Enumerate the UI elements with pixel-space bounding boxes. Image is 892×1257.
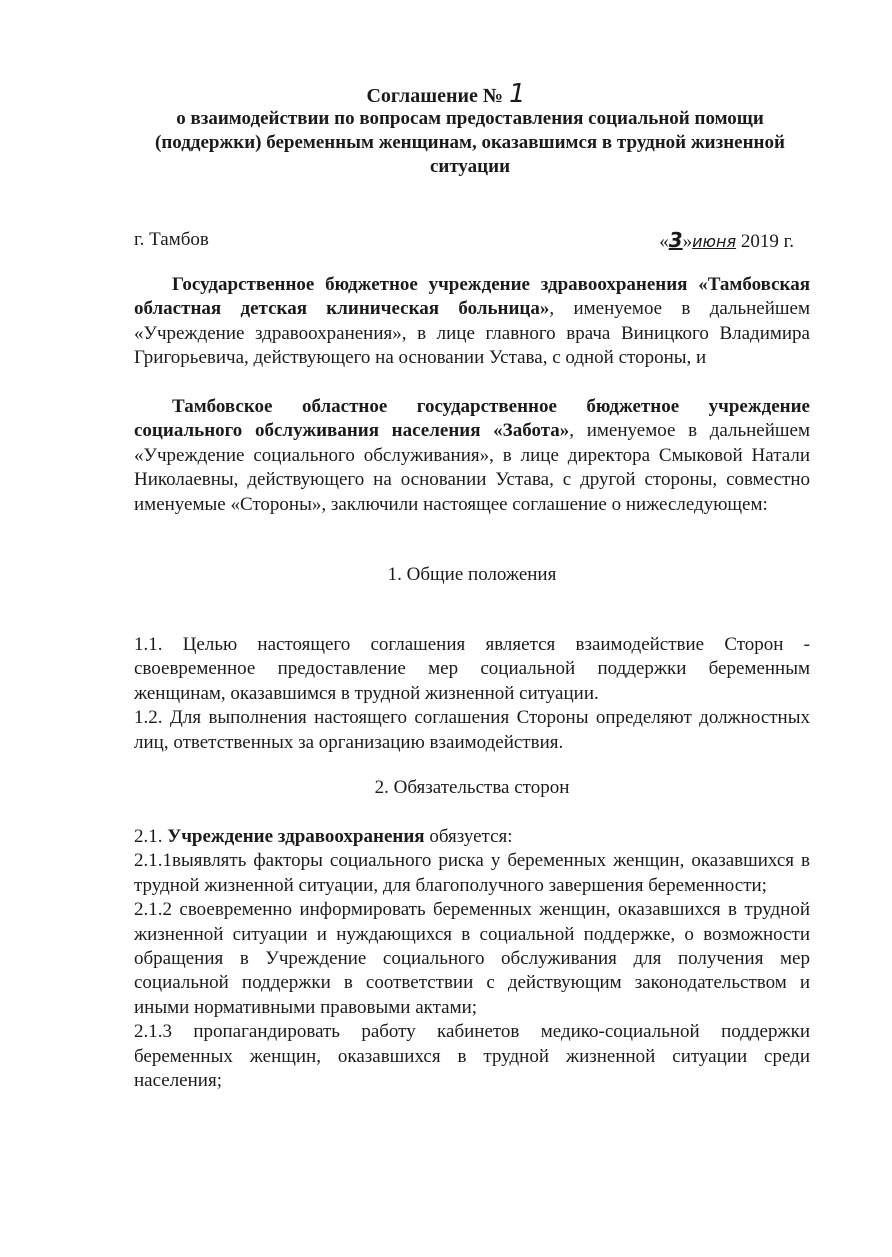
date-month: июня (692, 232, 737, 251)
clause-1-2: 1.2. Для выполнения настоящего соглашения Стороны определяют должностных лиц, ответственных за организацию взаимодействия. (134, 707, 810, 753)
city: г. Тамбов (134, 229, 209, 250)
party1-paragraph (134, 273, 810, 371)
clause-2-1 (134, 825, 810, 849)
party2-text: , именуемое в дальнейшем «Учреждение социального обслуживания», в лице директора Смыковой Натали Николаевны, действующего на основании Устава, с другой стороны, совместно именуемые «Стороны», заключили настоящее соглашение о нижеследующем: (134, 420, 810, 515)
clause-2-1-3: 2.1.3 пропагандировать работу кабинетов медико-социальной поддержки беременных женщин, оказавшихся в трудной жизненной ситуации среди населения; (134, 1021, 810, 1092)
section1-content (134, 633, 810, 755)
clause-2-1-prefix: 2.1. (134, 826, 168, 847)
party1-text: , именуемое в дальнейшем «Учреждение здравоохранения», в лице главного врача Виницкого Владимира Григорьевича, действующего на основании Устава, с одной стороны, и (134, 298, 810, 369)
section1-heading: 1. Общие положения (387, 564, 557, 585)
clause-2-1-suffix: обязуется: (424, 826, 513, 847)
section2-content (134, 825, 810, 1093)
date-year: 2019 г. (740, 231, 794, 252)
handwritten-number: 1 (508, 79, 526, 109)
document-title (0, 79, 892, 109)
party2-name: Тамбовское областное государственное бюджетное учреждение социального обслуживания населения «Забота» (134, 396, 810, 442)
title-label: Соглашение № (366, 85, 503, 107)
clause-2-1-1: 2.1.1выявлять факторы социального риска у беременных женщин, оказавшихся в трудной жизненной ситуации, для благополучного завершения беременности; (134, 850, 810, 896)
clause-2-1-2: 2.1.2 своевременно информировать беременных женщин, оказавшихся в трудной жизненной ситуации и нуждающихся в социальной поддержке, о возможности обращения в Учреждение социального обслуживания для получения мер социальной поддержки в соответствии с действующим законодательством и иными нормативными правовыми актами; (134, 899, 810, 1018)
party1-name: Государственное бюджетное учреждение здравоохранения «Тамбовская областная детская клиническая больница» (134, 274, 810, 320)
agreement-date (659, 228, 794, 254)
party2-paragraph (134, 395, 810, 517)
date-open-quote: « (659, 231, 669, 252)
date-day: 3 (668, 228, 683, 252)
document-subtitle: о взаимодействии по вопросам предоставления социальной помощи (поддержки) беременным женщинам, оказавшимся в трудной жизненной ситуации (155, 108, 785, 177)
clause-1-1: 1.1. Целью настоящего соглашения является взаимодействие Сторон - своевременное предоставление мер социальной поддержки беременным женщинам, оказавшимся в трудной жизненной ситуации. (134, 634, 810, 704)
date-close-quote: » (682, 231, 693, 252)
section2-heading: 2. Обязательства сторон (374, 777, 570, 798)
clause-2-1-party: Учреждение здравоохранения (167, 826, 425, 847)
